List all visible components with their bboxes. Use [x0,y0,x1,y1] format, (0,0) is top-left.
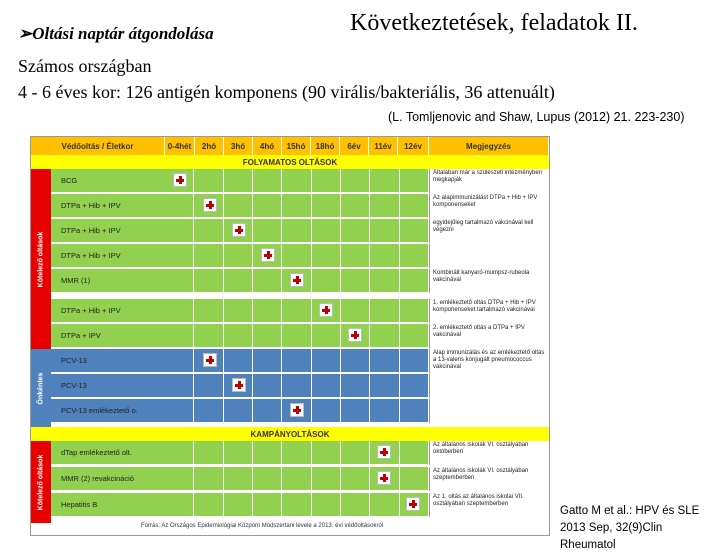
row-note: egyidejűleg tartalmazó vakcinával kell végezni [429,219,549,243]
age-cell [341,299,370,322]
red-cross-icon [173,173,187,187]
age-cell [400,299,429,322]
age-cell [400,169,429,192]
age-cell [370,194,399,217]
age-cell [253,493,282,516]
sidebar-campaign-label: Kötelező oltások [37,454,45,510]
row-age-cells [165,299,429,322]
age-cell [282,493,311,516]
age-cell [400,244,429,267]
age-cell [282,467,311,490]
row-note: Kombinált kanyaró-mumpsz-rubeola vakcinával [429,269,549,293]
age-cell [165,441,194,464]
arrow-bullet-icon: ➢ [18,24,33,43]
age-cell [341,467,370,490]
age-cell [341,374,370,397]
row-vaccine-label: DTPa + Hib + IPV [51,194,165,217]
row-age-cells [165,324,429,347]
age-cell [253,349,282,372]
sidebar-optional [31,349,51,427]
citation-bottom-line-2: 2013 Sep, 32(9)Clin Rheumatol [560,522,663,551]
age-cell [194,219,223,242]
sidebar-optional-label: Önkéntes [37,372,45,404]
age-cell [165,493,194,516]
red-cross-icon [290,403,304,417]
age-cell [165,399,194,422]
row-vaccine-label: Hepatitis B [51,493,165,516]
age-cell [312,244,341,267]
row-vaccine-label: DTPa + Hib + IPV [51,299,165,322]
age-cell [312,169,341,192]
age-cell [194,244,223,267]
age-cell [282,299,311,322]
age-cell [282,324,311,347]
row-vaccine-label: BCG [51,169,165,192]
age-cell [165,349,194,372]
age-cell [400,349,429,372]
red-cross-icon [348,328,362,342]
header-vaccine: Védőoltás / Életkor [31,137,165,155]
section-continuous: FOLYAMATOS OLTÁSOK [31,155,549,169]
age-cell [253,324,282,347]
age-cell [282,244,311,267]
age-cell [400,467,429,490]
header-age: 3hó [224,137,253,155]
age-cell [194,399,223,422]
header-age: 0-4hét [165,137,195,155]
header-age: 6év [340,137,369,155]
age-cell [165,299,194,322]
age-cell [165,194,194,217]
age-cell [224,299,253,322]
row-note [429,244,549,268]
age-cell [400,374,429,397]
age-cell [253,467,282,490]
age-cell [165,374,194,397]
row-age-cells [165,169,429,192]
age-cell [400,269,429,292]
age-cell [400,441,429,464]
bullet-heading-text: Oltási naptár átgondolása [32,24,214,43]
age-cell [312,399,341,422]
age-cell [370,324,399,347]
header-notes: Megjegyzés [429,137,549,155]
age-cell [341,493,370,516]
age-cell [253,441,282,464]
age-cell [370,349,399,372]
age-cell [194,467,223,490]
age-cell [400,194,429,217]
age-cell [224,269,253,292]
age-cell [341,244,370,267]
age-cell [370,374,399,397]
age-cell [341,194,370,217]
age-cell [282,374,311,397]
age-cell [253,299,282,322]
age-cell [370,244,399,267]
age-cell [194,299,223,322]
age-cell [165,244,194,267]
age-cell [370,219,399,242]
age-cell [253,219,282,242]
sidebar-mandatory-label: Kötelező oltások [37,231,45,287]
row-note: Az általános iskolák VI. osztályában szeptemberben [429,467,549,491]
age-cell [165,467,194,490]
row-vaccine-label: DTPa + Hib + IPV [51,219,165,242]
age-cell [400,324,429,347]
age-cell [282,194,311,217]
row-vaccine-label: MMR (2) revakcináció [51,467,165,490]
red-cross-icon [232,378,246,392]
age-cell [253,399,282,422]
age-cell [224,349,253,372]
age-cell [253,269,282,292]
age-cell [370,493,399,516]
red-cross-icon [377,445,391,459]
header-age: 11év [369,137,398,155]
age-cell [312,374,341,397]
age-cell [165,324,194,347]
age-cell [165,269,194,292]
row-age-cells [165,219,429,242]
age-cell [312,194,341,217]
age-cell [312,269,341,292]
sidebar-mandatory [31,169,51,349]
age-cell [312,324,341,347]
age-cell [253,194,282,217]
age-cell [312,441,341,464]
age-cell [194,169,223,192]
age-cell [194,324,223,347]
citation-bottom [560,503,720,554]
vaccination-schedule-table [30,136,550,536]
row-vaccine-label: DTPa + IPV [51,324,165,347]
red-cross-icon [377,471,391,485]
age-cell [224,244,253,267]
age-cell [370,399,399,422]
body-line-2: 4 - 6 éves kor: 126 antigén komponens (90 virális/bakteriális, 36 attenuált) [18,82,555,102]
table-header-row [31,137,549,155]
age-cell [224,324,253,347]
age-cell [282,219,311,242]
row-vaccine-label: PCV-13 [51,374,165,397]
red-cross-icon [203,198,217,212]
red-cross-icon [203,353,217,367]
body-line-1: Számos országban [18,56,152,76]
row-age-cells [165,244,429,267]
row-vaccine-label: MMR (1) [51,269,165,292]
age-cell [400,399,429,422]
age-cell [341,219,370,242]
age-cell [224,399,253,422]
age-cell [253,374,282,397]
row-note: Az alapimmunizálást DTPa + Hib + IPV komponenseket [429,194,549,218]
age-cell [194,374,223,397]
age-cell [282,169,311,192]
age-cell [312,349,341,372]
row-age-cells [165,493,429,516]
row-vaccine-label: PCV-13 [51,349,165,372]
row-note: 2. emlékeztető oltás a DTPa + IPV vakcinával [429,324,549,348]
age-cell [282,441,311,464]
red-cross-icon [261,248,275,262]
red-cross-icon [406,497,420,511]
age-cell [224,169,253,192]
red-cross-icon [319,303,333,317]
age-cell [194,441,223,464]
red-cross-icon [290,273,304,287]
row-vaccine-label: PCV-13 emlékeztető o. [51,399,165,422]
row-note: Az általános iskolák VI. osztályában októberben [429,441,549,465]
age-cell [224,467,253,490]
row-note: Az 1. oltás az általános iskolai VII. osztályában szeptemberben [429,493,549,517]
age-cell [165,219,194,242]
row-note: Általában már a szülészeti intézményben megkapják [429,169,549,193]
citation-bottom-line-1: Gatto M et al.: HPV és SLE [560,505,700,517]
header-age: 15hó [282,137,311,155]
header-age: 18hó [311,137,340,155]
age-cell [370,299,399,322]
red-cross-icon [232,223,246,237]
row-note [429,374,549,398]
header-age: 12év [398,137,429,155]
age-cell [312,467,341,490]
header-age: 4hó [253,137,282,155]
age-cell [224,194,253,217]
age-cell [370,269,399,292]
header-age: 2hó [195,137,224,155]
age-cell [224,493,253,516]
table-source: Forrás: Az Országos Epidemiológiai Központ Módszertani levele a 2013. évi védőoltásokról [141,523,384,529]
age-cell [341,269,370,292]
age-cell [341,441,370,464]
age-cell [312,219,341,242]
row-note: Alap immunizálás és az emlékeztető oltás a 13-valens konjugált pneumococcus vakcinával [429,349,549,373]
age-cell [370,169,399,192]
age-cell [341,169,370,192]
citation-top: (L. Tomljenovic and Shaw, Lupus (2012) 21. 223-230) [388,110,685,124]
age-cell [194,269,223,292]
section-campaign: KAMPÁNYOLTÁSOK [31,427,549,441]
row-age-cells [165,374,429,397]
slide-title: Következtetések, feladatok II. [350,10,638,36]
row-vaccine-label: dTap emlékeztető olt. [51,441,165,464]
age-cell [224,441,253,464]
sidebar-campaign [31,441,51,523]
age-cell [341,349,370,372]
row-note: 1. emlékeztető oltás DTPa + Hib + IPV komponenseket tartalmazó vakcinával [429,299,549,323]
age-cell [400,219,429,242]
age-cell [194,493,223,516]
age-cell [312,493,341,516]
row-note [429,399,549,423]
age-cell [282,349,311,372]
row-vaccine-label: DTPa + Hib + IPV [51,244,165,267]
age-cell [253,169,282,192]
age-cell [341,399,370,422]
bullet-heading [18,24,214,44]
